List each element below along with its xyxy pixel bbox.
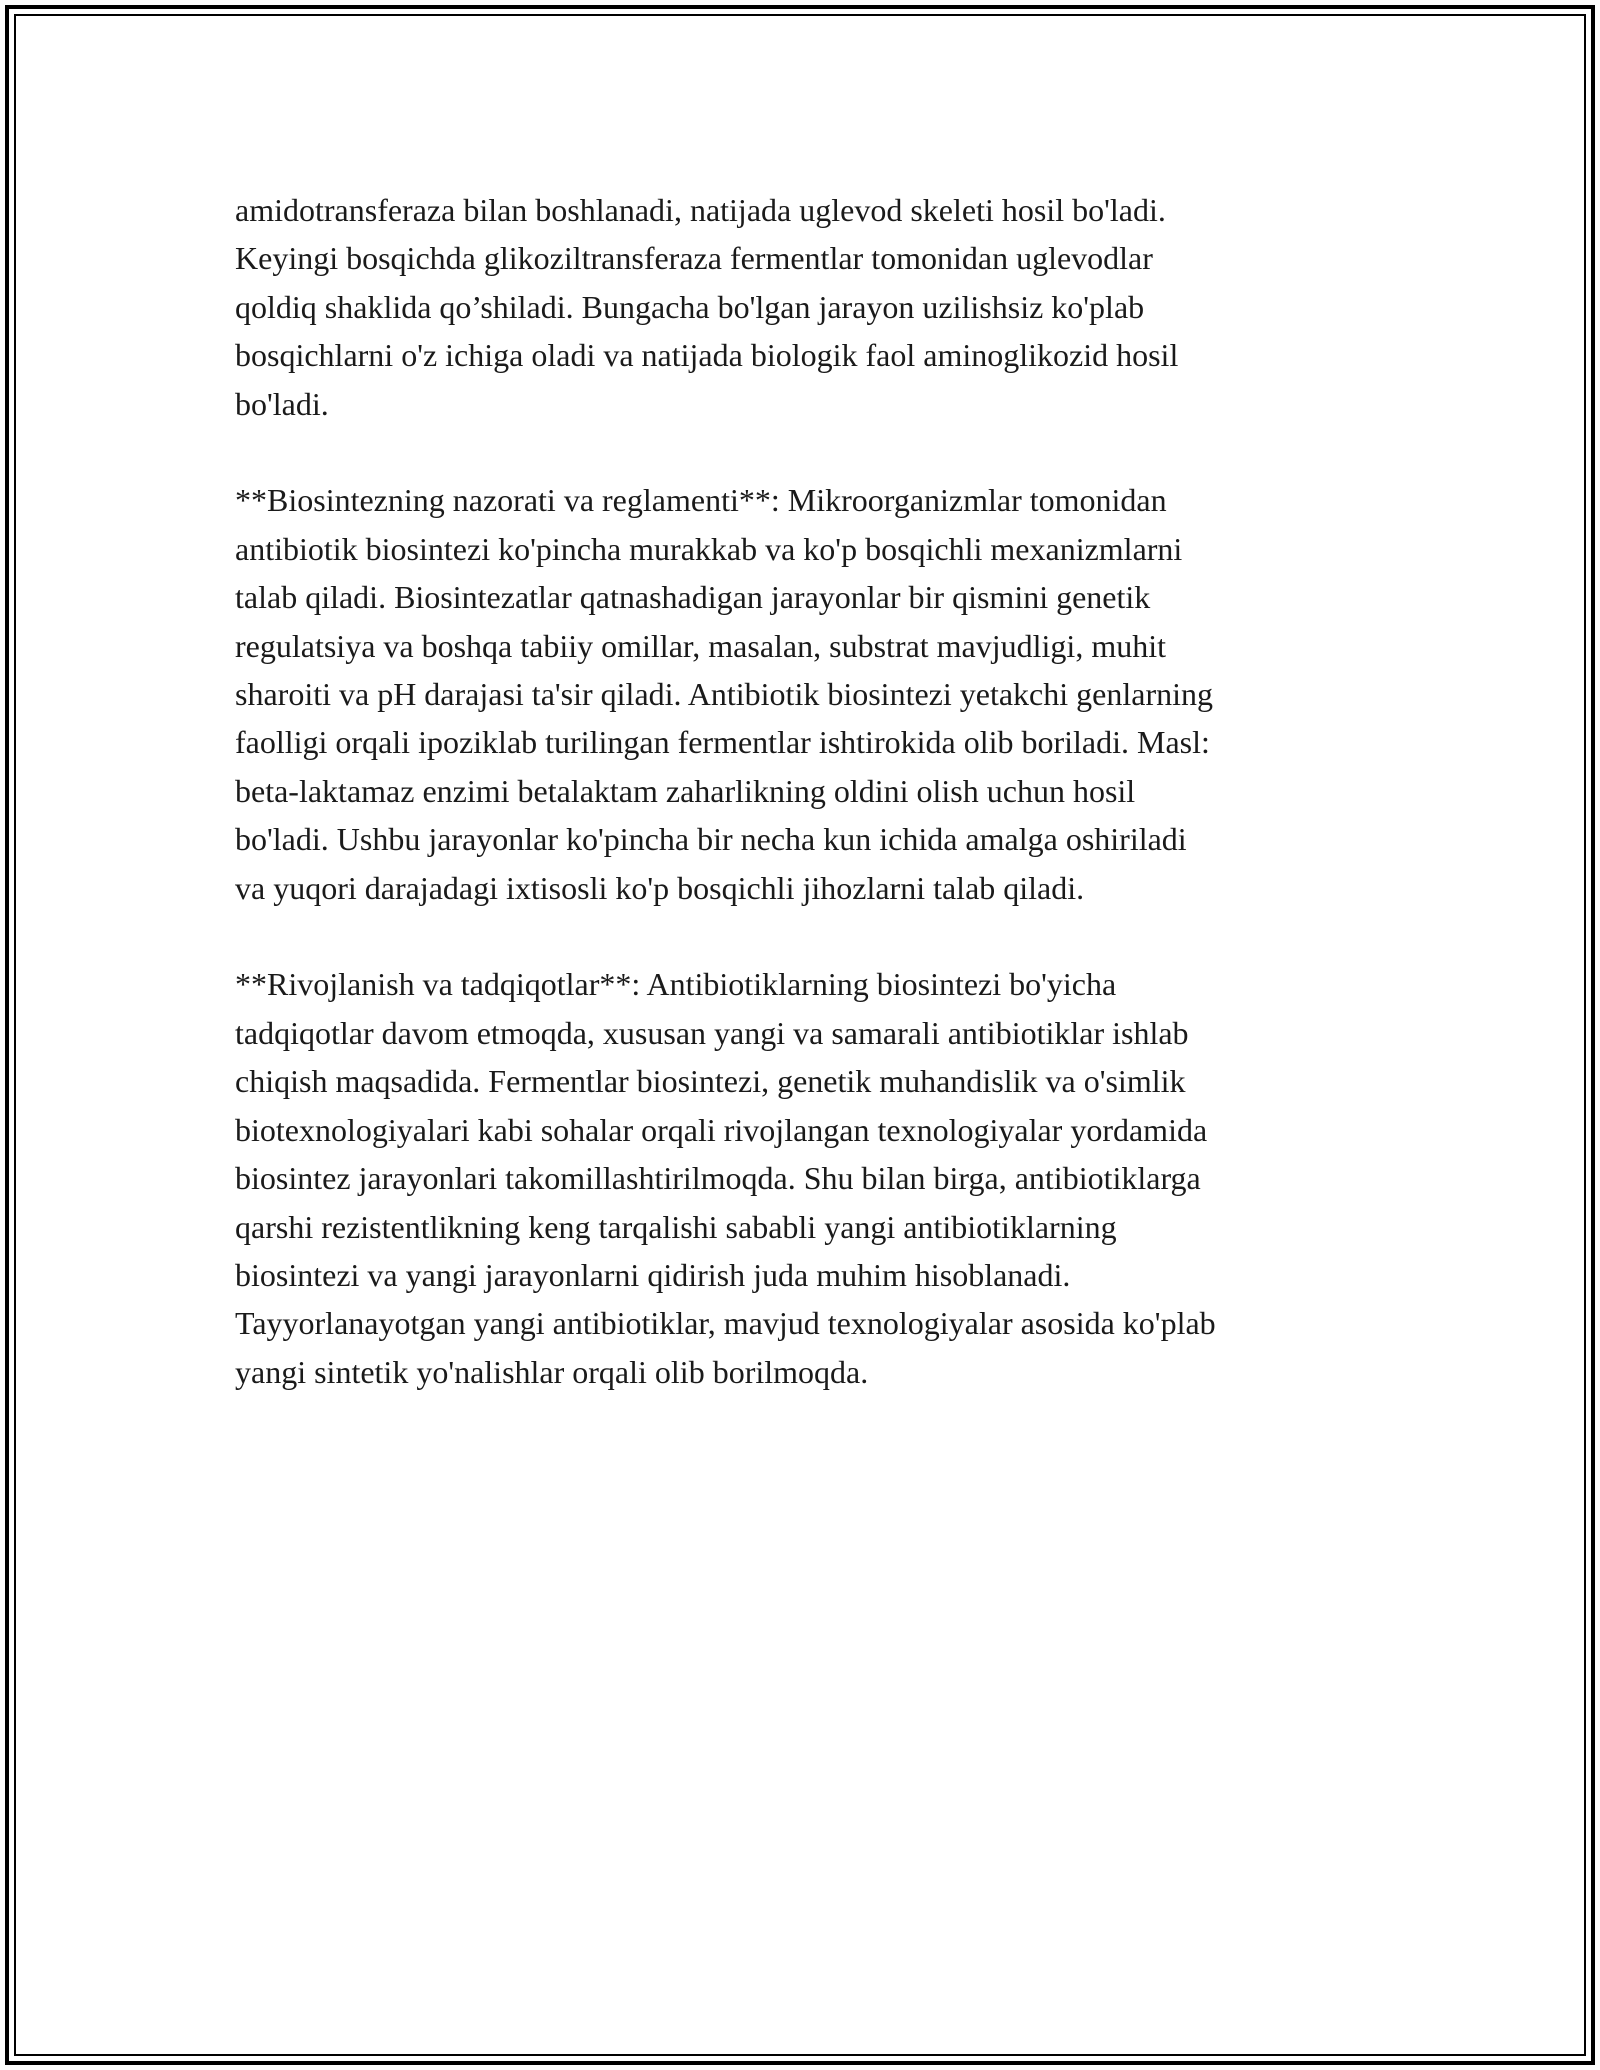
text-line: qoldiq shaklida qo’shiladi. Bungacha bo'lgan jarayon uzilishsiz ko'plab: [235, 288, 1145, 325]
text-line: biosintez jarayonlari takomillashtirilmoqda. Shu bilan birga, antibiotiklarga: [235, 1160, 1201, 1197]
text-line: qarshi rezistentlikning keng tarqalishi sababli yangi antibiotiklarning: [235, 1208, 1117, 1245]
text-line: bo'ladi.: [235, 385, 329, 422]
text-line: talab qiladi. Biosintezatlar qatnashadigan jarayonlar bir qismini genetik: [235, 579, 1151, 616]
document-body: [235, 186, 1375, 1396]
text-line: yangi sintetik yo'nalishlar orqali olib borilmoqda.: [235, 1353, 869, 1390]
text-line: tadqiqotlar davom etmoqda, xususan yangi va samarali antibiotiklar ishlab: [235, 1014, 1189, 1051]
text-line: biosintezi va yangi jarayonlarni qidirish juda muhim hisoblanadi.: [235, 1256, 1071, 1293]
text-line: **Biosintezning nazorati va reglamenti**: Mikroorganizmlar tomonidan: [235, 482, 1167, 519]
text-line: **Rivojlanish va tadqiqotlar**: Antibiotiklarning biosintezi bo'yicha: [235, 966, 1117, 1003]
text-line: antibiotik biosintezi ko'pincha murakkab va ko'p bosqichli mexanizmlarni: [235, 530, 1183, 567]
text-line: amidotransferaza bilan boshlanadi, natijada uglevod skeleti hosil bo'ladi.: [235, 192, 1166, 228]
text-line: Tayyorlanayotgan yangi antibiotiklar, mavjud texnologiyalar asosida ko'plab: [235, 1305, 1216, 1342]
text-line: faolligi orqali ipoziklab turilingan fermentlar ishtirokida olib boriladi. Masl:: [235, 724, 1210, 761]
text-line: va yuqori darajadagi ixtisosli ko'p bosqichli jihozlarni talab qiladi.: [235, 869, 1085, 906]
text-line: bo'ladi. Ushbu jarayonlar ko'pincha bir necha kun ichida amalga oshiriladi: [235, 821, 1187, 858]
text-line: biotexnologiyalari kabi sohalar orqali rivojlangan texnologiyalar yordamida: [235, 1111, 1208, 1148]
paragraph-aminoglycoside-synthesis: [235, 186, 1375, 428]
text-line: regulatsiya va boshqa tabiiy omillar, masalan, substrat mavjudligi, muhit: [235, 627, 1166, 664]
paragraph-biosynthesis-regulation: [235, 476, 1375, 912]
paragraph-development-research: [235, 960, 1375, 1396]
text-line: chiqish maqsadida. Fermentlar biosintezi, genetik muhandislik va o'simlik: [235, 1063, 1186, 1100]
text-line: bosqichlarni o'z ichiga oladi va natijada biologik faol aminoglikozid hosil: [235, 337, 1179, 374]
text-line: beta-laktamaz enzimi betalaktam zaharlikning oldini olish uchun hosil: [235, 772, 1136, 809]
text-line: Keyingi bosqichda glikoziltransferaza fermentlar tomonidan uglevodlar: [235, 240, 1153, 277]
text-line: sharoiti va pH darajasi ta'sir qiladi. Antibiotik biosintezi yetakchi genlarning: [235, 676, 1213, 713]
